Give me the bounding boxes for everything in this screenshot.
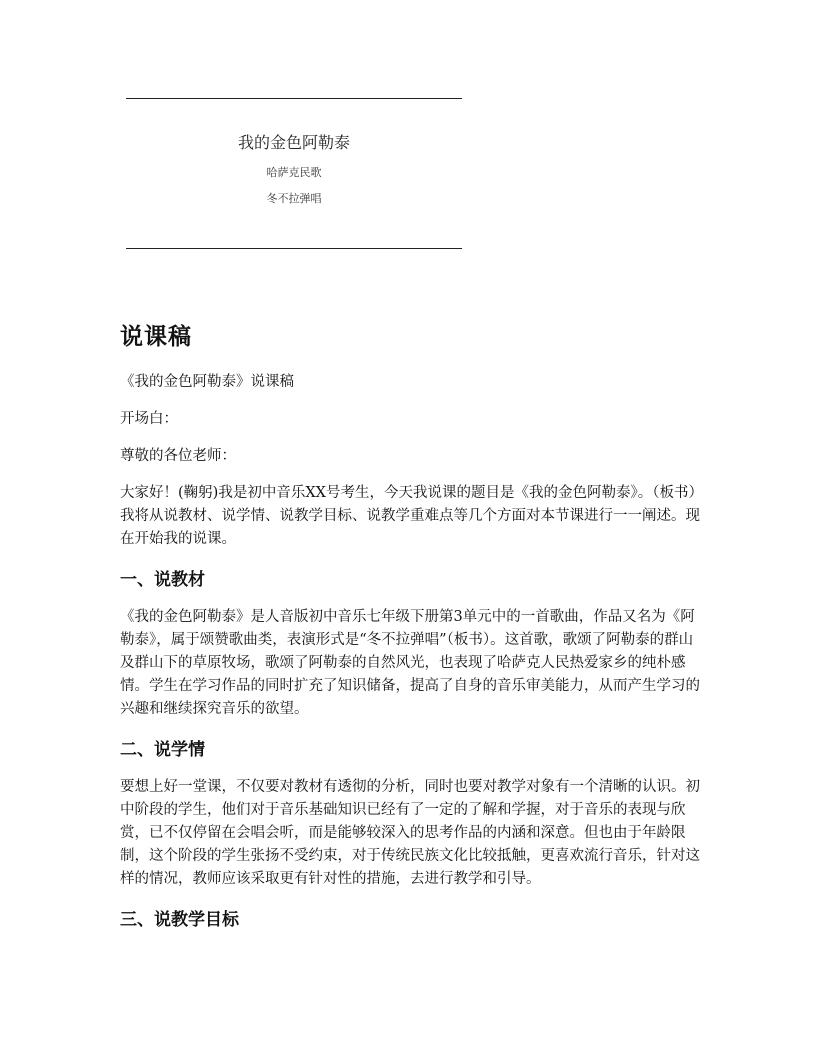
intro-paragraph: 大家好！(鞠躬)我是初中音乐XX号考生，今天我说课的题目是《我的金色阿勒泰》。（板书）我将从说教材、说学情、说教学目标、说教学重难点等几个方面对本节课进行一一阐述。现在开始我的说课。: [120, 485, 700, 547]
cover-bottom-rule: [126, 248, 462, 249]
cover-top-rule: [126, 98, 462, 99]
greeting: 尊敬的各位老师：: [120, 448, 236, 464]
cover-subtitle-performance: 冬不拉弹唱: [266, 192, 322, 205]
section-heading-textbook: 一、说教材: [120, 570, 205, 590]
section-body-textbook: 《我的金色阿勒泰》是人音版初中音乐七年级下册第3单元中的一首歌曲，作品又名为《阿勒泰》，属于颂赞歌曲类，表演形式是“冬不拉弹唱”（板书）。这首歌，歌颂了阿勒泰的群山及群山下的草原牧场，歌颂了阿勒泰的自然风光，也表现了哈萨克人民热爱家乡的纯朴感情。学生在学习作品的同时扩充了知识储备，提高了自身的音乐审美能力，从而产生学习的兴趣和继续探究音乐的欲望。: [120, 609, 700, 717]
cover-title: 我的金色阿勒泰: [237, 133, 350, 152]
document-subtitle: 《我的金色阿勒泰》说课稿: [120, 374, 294, 390]
section-heading-students: 二、说学情: [120, 740, 205, 760]
cover-image: [126, 96, 462, 252]
section-body-students: 要想上好一堂课，不仅要对教材有透彻的分析，同时也要对教学对象有一个清晰的认识。初中阶段的学生，他们对于音乐基础知识已经有了一定的了解和学握，对于音乐的表现与欣赏，已不仅停留在会唱会听，而是能够较深入的思考作品的内涵和深意。但也由于年龄限制，这个阶段的学生张扬不受约束，对于传统民族文化比较抵触，更喜欢流行音乐，针对这样的情况，教师应该采取更有针对性的措施，去进行教学和引导。: [120, 779, 700, 887]
document-heading: 说课稿: [120, 324, 192, 350]
opening-label: 开场白：: [120, 411, 178, 427]
document-body: [120, 318, 700, 946]
section-heading-objectives: 三、说教学目标: [120, 910, 239, 930]
cover-subtitle-origin: 哈萨克民歌: [266, 166, 322, 179]
